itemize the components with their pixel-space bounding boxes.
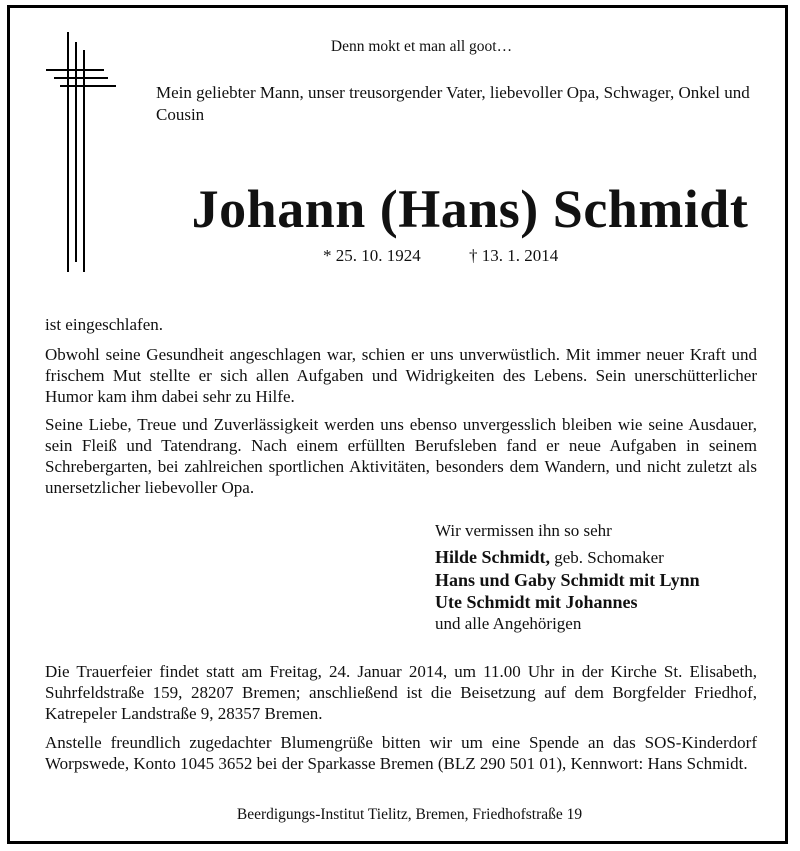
motto: Denn mokt et man all goot…	[330, 38, 513, 55]
service-info: Die Trauerfeier findet statt am Freitag, 24. Januar 2014, um 11.00 Uhr in der Kirche St. Elisabeth, Suhrfeldstraße 159, 28207 Bremen; anschließend ist die Beisetzung auf dem Borgfelder Friedhof, Katrepeler Landstraße 9, 28357 Bremen.	[45, 662, 757, 723]
death-date: † 13. 1. 2014	[469, 246, 559, 265]
signer-name: Hans und Gaby Schmidt mit Lynn	[435, 570, 700, 590]
signers-block	[435, 520, 775, 635]
paragraph: Obwohl seine Gesundheit angeschlagen war, schien er uns unverwüstlich. Mit immer neuer Kraft und frischem Mut stellte er sich allen Aufgaben und Widrigkeiten des Lebens. Sein unerschütterlicher Humor kam ihm dabei sehr zu Hilfe.	[45, 345, 757, 406]
deceased-name: Johann (Hans) Schmidt	[191, 179, 749, 239]
intro-text: Mein geliebter Mann, unser treusorgender Vater, liebevoller Opa, Schwager, Onkel und Cousin	[156, 83, 750, 124]
birth-date: * 25. 10. 1924	[323, 246, 421, 265]
signer-others: und alle Angehörigen	[435, 614, 582, 633]
signer-name: Hilde Schmidt,	[435, 547, 551, 567]
signer-line	[435, 546, 775, 569]
cross-icon	[46, 32, 116, 272]
signer-name: Ute Schmidt mit Johannes	[435, 592, 638, 612]
life-dates	[323, 246, 558, 266]
paragraph: ist eingeschlafen.	[45, 315, 164, 334]
obituary-notice	[7, 5, 788, 844]
signer-note: geb. Schomaker	[550, 548, 664, 567]
funeral-home: Beerdigungs-Institut Tielitz, Bremen, Friedhofstraße 19	[236, 806, 583, 823]
paragraph: Seine Liebe, Treue und Zuverlässigkeit werden uns ebenso unvergesslich bleiben wie seine Ausdauer, sein Fleiß und Tatendrang. Nach einem erfüllten Berufsleben fand er neue Aufgaben in seinem Schrebergarten, bei zahlreichen sportlichen Aktivitäten, besonders dem Wandern, und nicht zuletzt als unersetzlicher liebevoller Opa.	[45, 415, 757, 497]
signers-intro: Wir vermissen ihn so sehr	[435, 521, 612, 540]
donation-info: Anstelle freundlich zugedachter Blumengrüße bitten wir um eine Spende an das SOS-Kinderdorf Worpswede, Konto 1045 3652 bei der Sparkasse Bremen (BLZ 290 501 01), Kennwort: Hans Schmidt.	[45, 733, 757, 773]
